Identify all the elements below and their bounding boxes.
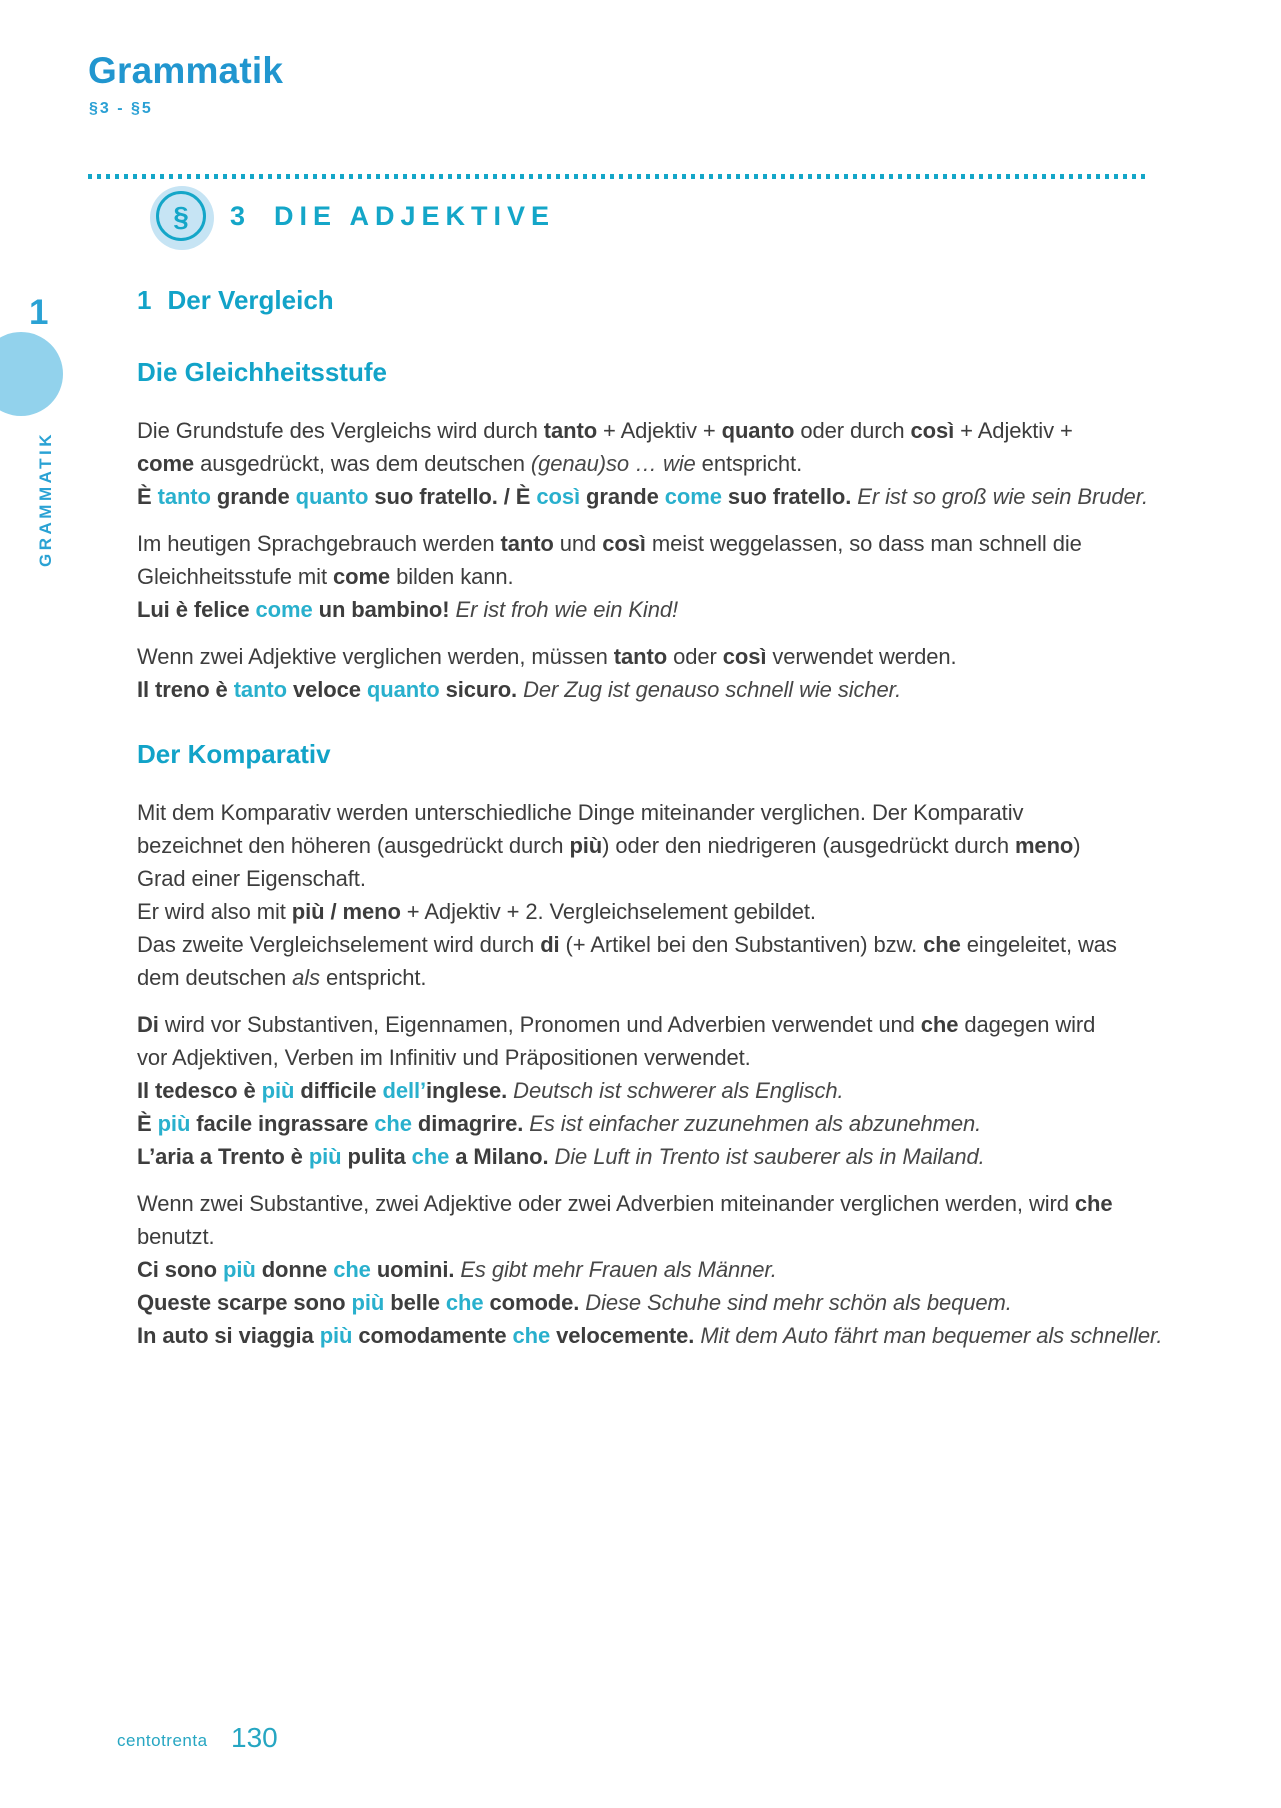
text-line: come ausgedrückt, was dem deutschen (genau)so … wie entspricht. <box>137 451 803 476</box>
dotted-divider <box>88 174 1150 179</box>
text-line: L’aria a Trento è più pulita che a Milano. Die Luft in Trento ist sauberer als in Mailand. <box>137 1144 985 1169</box>
text-line: È tanto grande quanto suo fratello. / È così grande come suo fratello. Er ist so groß wie sein Bruder. <box>137 484 1149 509</box>
text-line: Il tedesco è più difficile dell’inglese. Deutsch ist schwerer als Englisch. <box>137 1078 844 1103</box>
text-line: Grad einer Eigenschaft. <box>137 866 366 891</box>
subsection-heading: Der Komparativ <box>137 739 331 769</box>
text-line: bezeichnet den höheren (ausgedrückt durch più) oder den niedrigeren (ausgedrückt durch meno) <box>137 833 1081 858</box>
text-line: vor Adjektiven, Verben im Infinitiv und Präpositionen verwendet. <box>137 1045 751 1070</box>
paragraph <box>137 1008 1253 1173</box>
text-line: dem deutschen als entspricht. <box>137 965 427 990</box>
text-line: Im heutigen Sprachgebrauch werden tanto und così meist weggelassen, so dass man schnell die <box>137 531 1082 556</box>
section-heading-number: 1 <box>137 285 152 315</box>
paragraph-badge-ring <box>156 191 206 241</box>
page-number: 130 <box>231 1722 278 1753</box>
page-title: Grammatik <box>88 50 284 91</box>
text-line: Il treno è tanto veloce quanto sicuro. Der Zug ist genauso schnell wie sicher. <box>137 677 902 702</box>
paragraph-badge <box>150 186 214 250</box>
text-line: Di wird vor Substantiven, Eigennamen, Pronomen und Adverbien verwendet und che dagegen wird <box>137 1012 1096 1037</box>
section-range: §3 - §5 <box>89 100 153 117</box>
subsection-heading: Die Gleichheitsstufe <box>137 357 387 387</box>
text-line: Er wird also mit più / meno + Adjektiv + 2. Vergleichselement gebildet. <box>137 899 816 924</box>
text-line: Ci sono più donne che uomini. Es gibt mehr Frauen als Männer. <box>137 1257 777 1282</box>
text-line: Die Grundstufe des Vergleichs wird durch tanto + Adjektiv + quanto oder durch così + Adjektiv + <box>137 418 1073 443</box>
chapter-title: DIE ADJEKTIVE <box>274 201 556 231</box>
paragraph <box>137 414 1253 513</box>
text-line: Mit dem Komparativ werden unterschiedliche Dinge miteinander verglichen. Der Komparativ <box>137 800 1024 825</box>
chapter-number: 3 <box>230 201 246 231</box>
content-blocks <box>137 357 1253 1352</box>
content-column <box>137 285 1253 1352</box>
paragraph-icon: § <box>173 201 189 232</box>
text-line: Gleichheitsstufe mit come bilden kann. <box>137 564 514 589</box>
text-line: In auto si viaggia più comodamente che velocemente. Mit dem Auto fährt man bequemer als schneller. <box>137 1323 1163 1348</box>
paragraph <box>137 640 1253 706</box>
text-line: Wenn zwei Substantive, zwei Adjektive oder zwei Adverbien miteinander verglichen werden, wird che <box>137 1191 1113 1216</box>
section-heading <box>137 285 1253 315</box>
sidebar-circle-decoration <box>0 332 63 416</box>
paragraph <box>137 527 1253 626</box>
paragraph <box>137 1187 1253 1352</box>
text-line: Lui è felice come un bambino! Er ist froh wie ein Kind! <box>137 597 679 622</box>
text-line: Queste scarpe sono più belle che comode. Diese Schuhe sind mehr schön als bequem. <box>137 1290 1012 1315</box>
section-heading-title: Der Vergleich <box>167 285 334 315</box>
sidebar-unit-number: 1 <box>29 293 49 332</box>
text-line: È più facile ingrassare che dimagrire. Es ist einfacher zuzunehmen als abzunehmen. <box>137 1111 982 1136</box>
paragraph <box>137 796 1253 994</box>
text-line: Wenn zwei Adjektive verglichen werden, müssen tanto oder così verwendet werden. <box>137 644 957 669</box>
text-line: benutzt. <box>137 1224 215 1249</box>
sidebar-vertical-label: GRAMMATIK <box>36 431 55 567</box>
text-line: Das zweite Vergleichselement wird durch di (+ Artikel bei den Substantiven) bzw. che eingeleitet, was <box>137 932 1117 957</box>
page-word: centotrenta <box>117 1731 208 1750</box>
